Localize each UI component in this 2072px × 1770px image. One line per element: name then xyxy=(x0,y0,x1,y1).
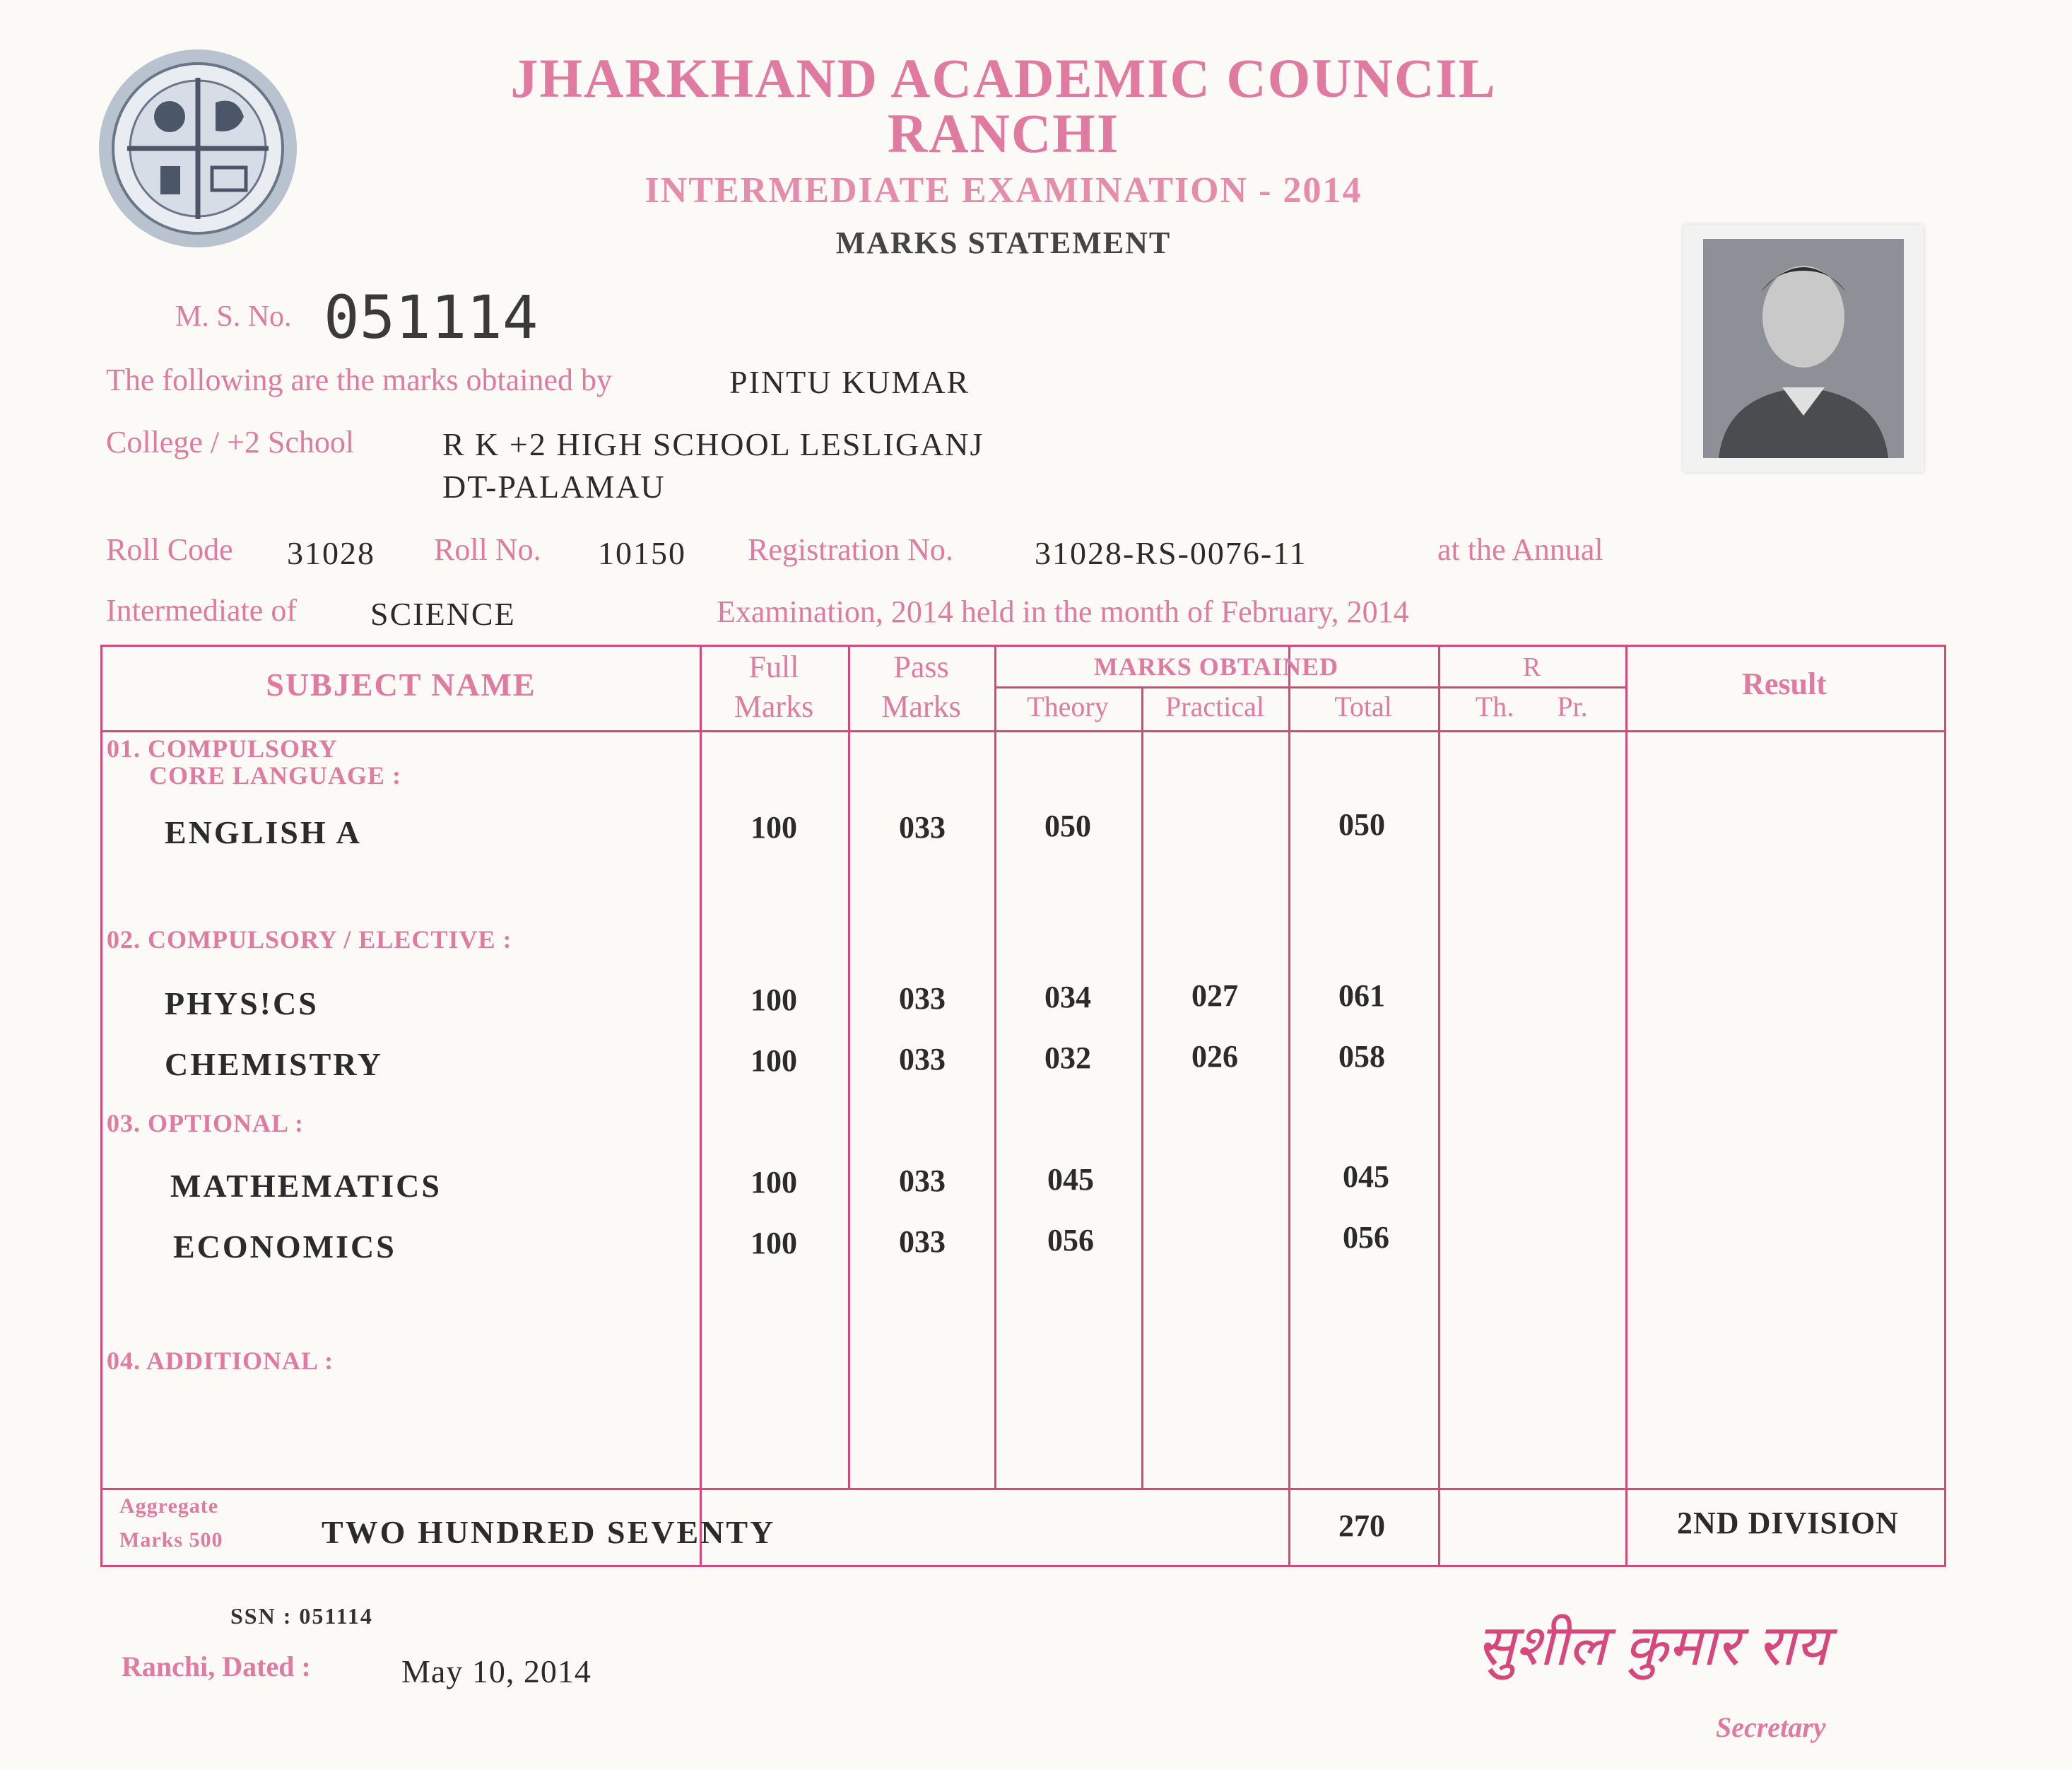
category-additional: 04. ADDITIONAL : xyxy=(107,1347,334,1375)
council-seal-icon xyxy=(95,46,300,251)
total-marks: 061 xyxy=(1338,978,1385,1013)
school-name: R K +2 HIGH SCHOOL LESLIGANJ xyxy=(442,426,984,462)
header-marks-obtained: MARKS OBTAINED xyxy=(1093,652,1339,681)
header-th: Th. xyxy=(1475,691,1514,722)
header-full-marks: Marks xyxy=(734,689,814,724)
header-pr: Pr. xyxy=(1557,691,1588,722)
signature-text: सुशील कुमार राय xyxy=(1477,1612,1828,1678)
header-full: Full xyxy=(748,650,799,684)
issue-date: May 10, 2014 xyxy=(401,1653,591,1689)
aggregate-max-label: Marks 500 xyxy=(119,1528,223,1552)
total-marks: 045 xyxy=(1343,1159,1389,1194)
roll-code-value: 31028 xyxy=(287,535,375,571)
secretary-title: Secretary xyxy=(1716,1711,1826,1743)
category-compulsory-elective: 02. COMPULSORY / ELECTIVE : xyxy=(107,925,512,954)
total-marks: 056 xyxy=(1343,1220,1389,1255)
document-type: MARKS STATEMENT xyxy=(835,225,1172,260)
ssn-number: SSN : 051114 xyxy=(230,1603,373,1629)
ms-no-label: M. S. No. xyxy=(175,300,292,333)
registration-label: Registration No. xyxy=(748,532,953,567)
full-marks: 100 xyxy=(750,1165,797,1200)
header-pass-marks: Marks xyxy=(881,689,961,724)
council-name: JHARKHAND ACADEMIC COUNCIL xyxy=(510,47,1497,109)
stream-label: Intermediate of xyxy=(106,593,297,628)
exam-title: INTERMEDIATE EXAMINATION - 2014 xyxy=(644,170,1362,211)
theory-marks: 050 xyxy=(1044,809,1091,843)
marks-table xyxy=(100,645,1946,1567)
header-subject: SUBJECT NAME xyxy=(266,667,536,703)
aggregate-label: Aggregate xyxy=(119,1494,219,1518)
header-r: R xyxy=(1522,652,1541,682)
roll-code-label: Roll Code xyxy=(106,532,233,567)
full-marks: 100 xyxy=(750,983,797,1017)
registration-value: 31028-RS-0076-11 xyxy=(1035,535,1307,571)
subject-name: ECONOMICS xyxy=(173,1229,396,1265)
category-compulsory: 01. COMPULSORY xyxy=(107,734,338,763)
pass-marks: 033 xyxy=(899,810,946,845)
pass-marks: 033 xyxy=(899,1224,946,1259)
practical-marks: 027 xyxy=(1191,978,1238,1013)
exam-held-text: Examination, 2014 held in the month of February, 2014 xyxy=(717,594,1409,629)
student-photo xyxy=(1683,225,1924,472)
school-district: DT-PALAMAU xyxy=(442,469,666,505)
practical-marks: 026 xyxy=(1191,1039,1238,1074)
pass-marks: 033 xyxy=(899,1164,946,1198)
aggregate-total: 270 xyxy=(1338,1508,1385,1543)
full-marks: 100 xyxy=(750,810,797,845)
total-marks: 050 xyxy=(1338,807,1385,842)
header-practical: Practical xyxy=(1165,691,1264,722)
theory-marks: 045 xyxy=(1047,1162,1094,1197)
secretary-signature xyxy=(1477,1605,1958,1689)
school-label: College / +2 School xyxy=(106,425,355,459)
category-core-language: CORE LANGUAGE : xyxy=(149,761,402,790)
theory-marks: 034 xyxy=(1044,980,1091,1014)
full-marks: 100 xyxy=(750,1226,797,1260)
pass-marks: 033 xyxy=(899,981,946,1016)
full-marks: 100 xyxy=(750,1043,797,1078)
student-name: PINTU KUMAR xyxy=(729,364,970,400)
obtained-by-label: The following are the marks obtained by xyxy=(106,363,613,397)
header-theory: Theory xyxy=(1027,691,1109,722)
roll-no-value: 10150 xyxy=(598,535,686,571)
theory-marks: 032 xyxy=(1044,1041,1091,1075)
annual-label: at the Annual xyxy=(1437,532,1603,567)
result-division: 2ND DIVISION xyxy=(1677,1506,1899,1540)
dated-label: Ranchi, Dated : xyxy=(122,1651,311,1682)
roll-no-label: Roll No. xyxy=(434,532,541,567)
header-total: Total xyxy=(1334,691,1392,722)
total-marks: 058 xyxy=(1338,1039,1385,1074)
subject-name: CHEMISTRY xyxy=(165,1046,384,1082)
subject-name: ENGLISH A xyxy=(165,814,362,850)
ms-no-value: 051114 xyxy=(324,283,538,352)
stream-value: SCIENCE xyxy=(370,596,516,632)
theory-marks: 056 xyxy=(1047,1223,1094,1258)
aggregate-words: TWO HUNDRED SEVENTY xyxy=(322,1514,776,1550)
subject-name: PHYS!CS xyxy=(165,985,319,1021)
council-city: RANCHI xyxy=(887,102,1120,164)
header-pass: Pass xyxy=(893,650,949,684)
category-optional: 03. OPTIONAL : xyxy=(107,1109,305,1137)
subject-name: MATHEMATICS xyxy=(170,1168,442,1204)
header-result: Result xyxy=(1742,667,1827,701)
pass-marks: 033 xyxy=(899,1042,946,1077)
